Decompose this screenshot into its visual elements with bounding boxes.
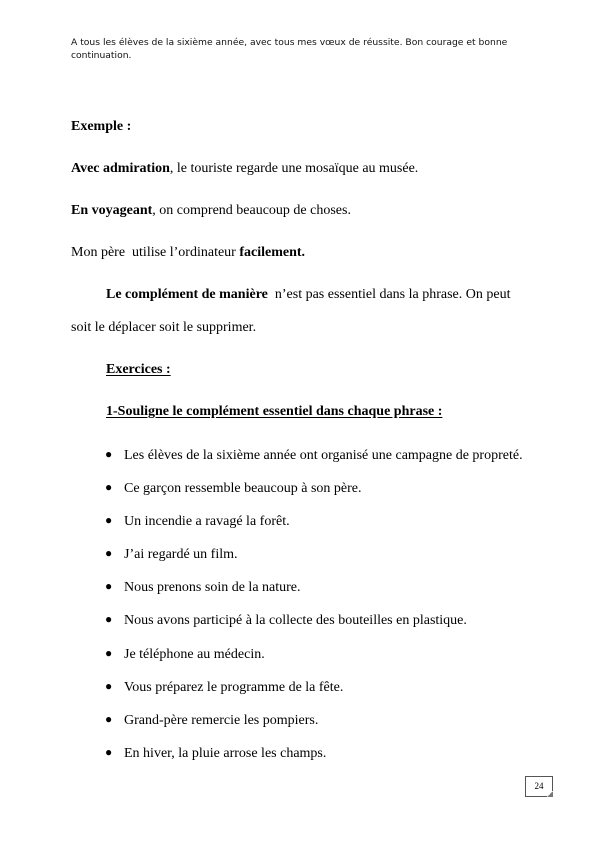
list-item bbox=[105, 479, 362, 497]
list-item bbox=[105, 611, 467, 629]
list-item-text: Les élèves de la sixième année ont organisé une campagne de propreté. bbox=[124, 448, 523, 463]
list-item bbox=[105, 512, 290, 530]
list-item bbox=[105, 711, 318, 729]
example-sentence-3 bbox=[71, 244, 305, 261]
exercise-instruction: 1-Souligne le complément essentiel dans chaque phrase : bbox=[106, 404, 443, 419]
rule-paragraph-line-1 bbox=[106, 286, 510, 303]
list-item bbox=[105, 645, 265, 663]
list-item-text: Nous avons participé à la collecte des bouteilles en plastique. bbox=[124, 613, 467, 628]
example-2-rest: , on comprend beaucoup de choses. bbox=[152, 203, 351, 218]
bullet-icon: ● bbox=[105, 447, 113, 461]
example-heading: Exemple : bbox=[71, 119, 132, 134]
list-item bbox=[105, 744, 326, 762]
list-item bbox=[105, 578, 301, 596]
example-1-complement: Avec admiration bbox=[71, 161, 170, 176]
exercises-heading: Exercices : bbox=[106, 362, 171, 377]
list-item bbox=[105, 678, 343, 696]
rule-paragraph-line-2: soit le déplacer soit le supprimer. bbox=[71, 320, 257, 335]
list-item-text: Je téléphone au médecin. bbox=[124, 647, 265, 662]
list-item-text: Ce garçon ressemble beaucoup à son père. bbox=[124, 481, 362, 496]
page-number: 24 bbox=[534, 781, 544, 791]
page-header-dedication: A tous les élèves de la sixième année, avec tous mes vœux de réussite. Bon courage et bonne continuation. bbox=[71, 37, 508, 61]
rule-term: Le complément de manière bbox=[106, 287, 268, 302]
bullet-icon: ● bbox=[105, 579, 113, 593]
bullet-icon: ● bbox=[105, 745, 113, 759]
example-2-complement: En voyageant bbox=[71, 203, 153, 218]
bullet-icon: ● bbox=[105, 480, 113, 494]
bullet-icon: ● bbox=[105, 679, 113, 693]
list-item-text: Vous préparez le programme de la fête. bbox=[124, 680, 344, 695]
rule-text-1: n’est pas essentiel dans la phrase. On peut bbox=[267, 287, 511, 302]
example-sentence-2 bbox=[71, 202, 351, 219]
bullet-icon: ● bbox=[105, 612, 113, 626]
list-item-text: En hiver, la pluie arrose les champs. bbox=[124, 746, 327, 761]
bullet-icon: ● bbox=[105, 646, 113, 660]
list-item bbox=[105, 545, 238, 563]
example-1-rest: , le touriste regarde une mosaïque au musée. bbox=[169, 161, 419, 176]
example-3-before: Mon père utilise l’ordinateur bbox=[71, 245, 240, 260]
list-item-text: J’ai regardé un film. bbox=[124, 547, 238, 562]
example-3-complement: facilement. bbox=[239, 245, 306, 260]
list-item-text: Nous prenons soin de la nature. bbox=[124, 580, 301, 595]
list-item-text: Grand-père remercie les pompiers. bbox=[124, 713, 319, 728]
page-number-box bbox=[525, 776, 553, 797]
bullet-icon: ● bbox=[105, 513, 113, 527]
bullet-icon: ● bbox=[105, 546, 113, 560]
example-sentence-1 bbox=[71, 160, 418, 177]
list-item bbox=[105, 446, 523, 464]
bullet-icon: ● bbox=[105, 712, 113, 726]
list-item-text: Un incendie a ravagé la forêt. bbox=[124, 514, 290, 529]
